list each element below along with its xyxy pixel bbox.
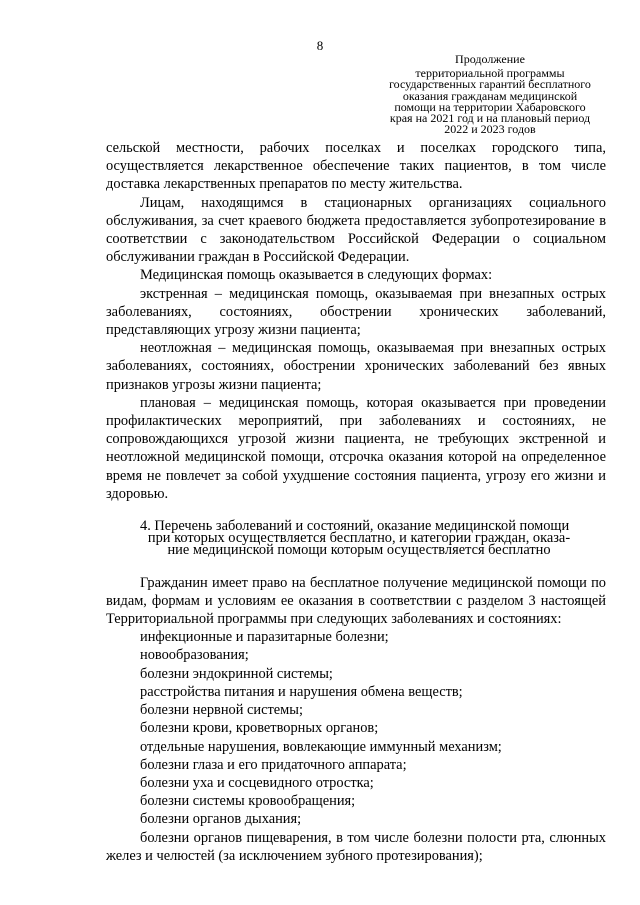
intro-paragraph: Гражданин имеет право на бесплатное получение медицинской помощи по видам, формам и условиям ее оказания в соответствии с разделом 3 настоящей Территориальной программы при следующих заболеваниях и состояниях:: [106, 574, 606, 628]
continuation-line: 2022 и 2023 годов: [444, 122, 536, 137]
page-number: 8: [316, 38, 324, 53]
list-item: болезни нервной системы;: [140, 702, 303, 719]
list-item: болезни системы кровообращения;: [140, 793, 356, 810]
disease-list: [106, 628, 606, 865]
continuation-line: территориальной программы: [415, 66, 565, 80]
list-item: болезни уха и сосцевидного отростка;: [140, 774, 374, 791]
list-item: болезни глаза и его придаточного аппарата;: [140, 756, 407, 773]
list-item: отдельные нарушения, вовлекающие иммунный механизм;: [140, 738, 502, 755]
section-heading-line: ние медицинской помощи которым осуществляется бесплатно: [167, 542, 551, 559]
document-body: [106, 139, 606, 865]
list-item: новообразования;: [140, 647, 249, 664]
paragraph: сельской местности, рабочих поселках и поселках городского типа, осуществляется лекарственное обеспечение таких пациентов, в том числе доставка лекарственных препаратов по месту жительства.: [106, 140, 606, 193]
continuation-line: оказания гражданам медицинской: [402, 88, 578, 103]
list-item: болезни органов дыхания;: [140, 811, 302, 828]
paragraph: Медицинская помощь оказывается в следующих формах:: [140, 267, 493, 284]
list-item: болезни эндокринной системы;: [140, 665, 333, 682]
section-heading-line: при которых осуществляется бесплатно, и категории граждан, оказа-: [147, 530, 571, 547]
continuation-line: края на 2021 год и на плановый период: [389, 111, 591, 126]
list-item: болезни крови, кроветворных органов;: [140, 720, 379, 737]
paragraph: плановая – медицинская помощь, которая оказывается при проведении профилактических мероприятий, при заболеваниях и состояниях, не сопровождающихся угрозой жизни пациента, не требующих экстренной и неотложной медицинской помощи, отсрочка оказания которой на определенное время не повлечет за собой ухудшение состояния пациента, угрозу его жизни и здоровью.: [106, 394, 606, 502]
continuation-line: государственных гарантий бесплатного: [389, 77, 591, 92]
list-item: расстройства питания и нарушения обмена веществ;: [140, 683, 463, 700]
paragraph: Лицам, находящимся в стационарных организациях социального обслуживания, за счет краевого бюджета предоставляется зубопротезирование в соответствии с законодательством Российской Федерации о социальном обслуживании граждан в Российской Федерации.: [106, 194, 606, 266]
paragraph: экстренная – медицинская помощь, оказываемая при внезапных острых заболеваниях, состояниях, обострении хронических заболеваний, представляющих угрозу жизни пациента;: [106, 285, 606, 339]
section-heading: [106, 520, 606, 557]
continuation-line: помощи на территории Хабаровского: [394, 99, 586, 114]
paragraph: неотложная – медицинская помощь, оказываемая при внезапных острых заболеваниях, состояниях, обострении хронических заболеваний без явных признаков угрозы жизни пациента;: [106, 340, 606, 393]
list-item: инфекционные и паразитарные болезни;: [140, 629, 389, 646]
continuation-header: [370, 53, 610, 136]
section-heading-line: 4. Перечень заболеваний и состояний, оказание медицинской помощи: [140, 518, 570, 535]
list-item: болезни органов пищеварения, в том числе болезни полости рта, слюнных желез и челюстей (за исключением зубного протезирования);: [106, 829, 606, 864]
continuation-title: Продолжение: [455, 52, 525, 66]
